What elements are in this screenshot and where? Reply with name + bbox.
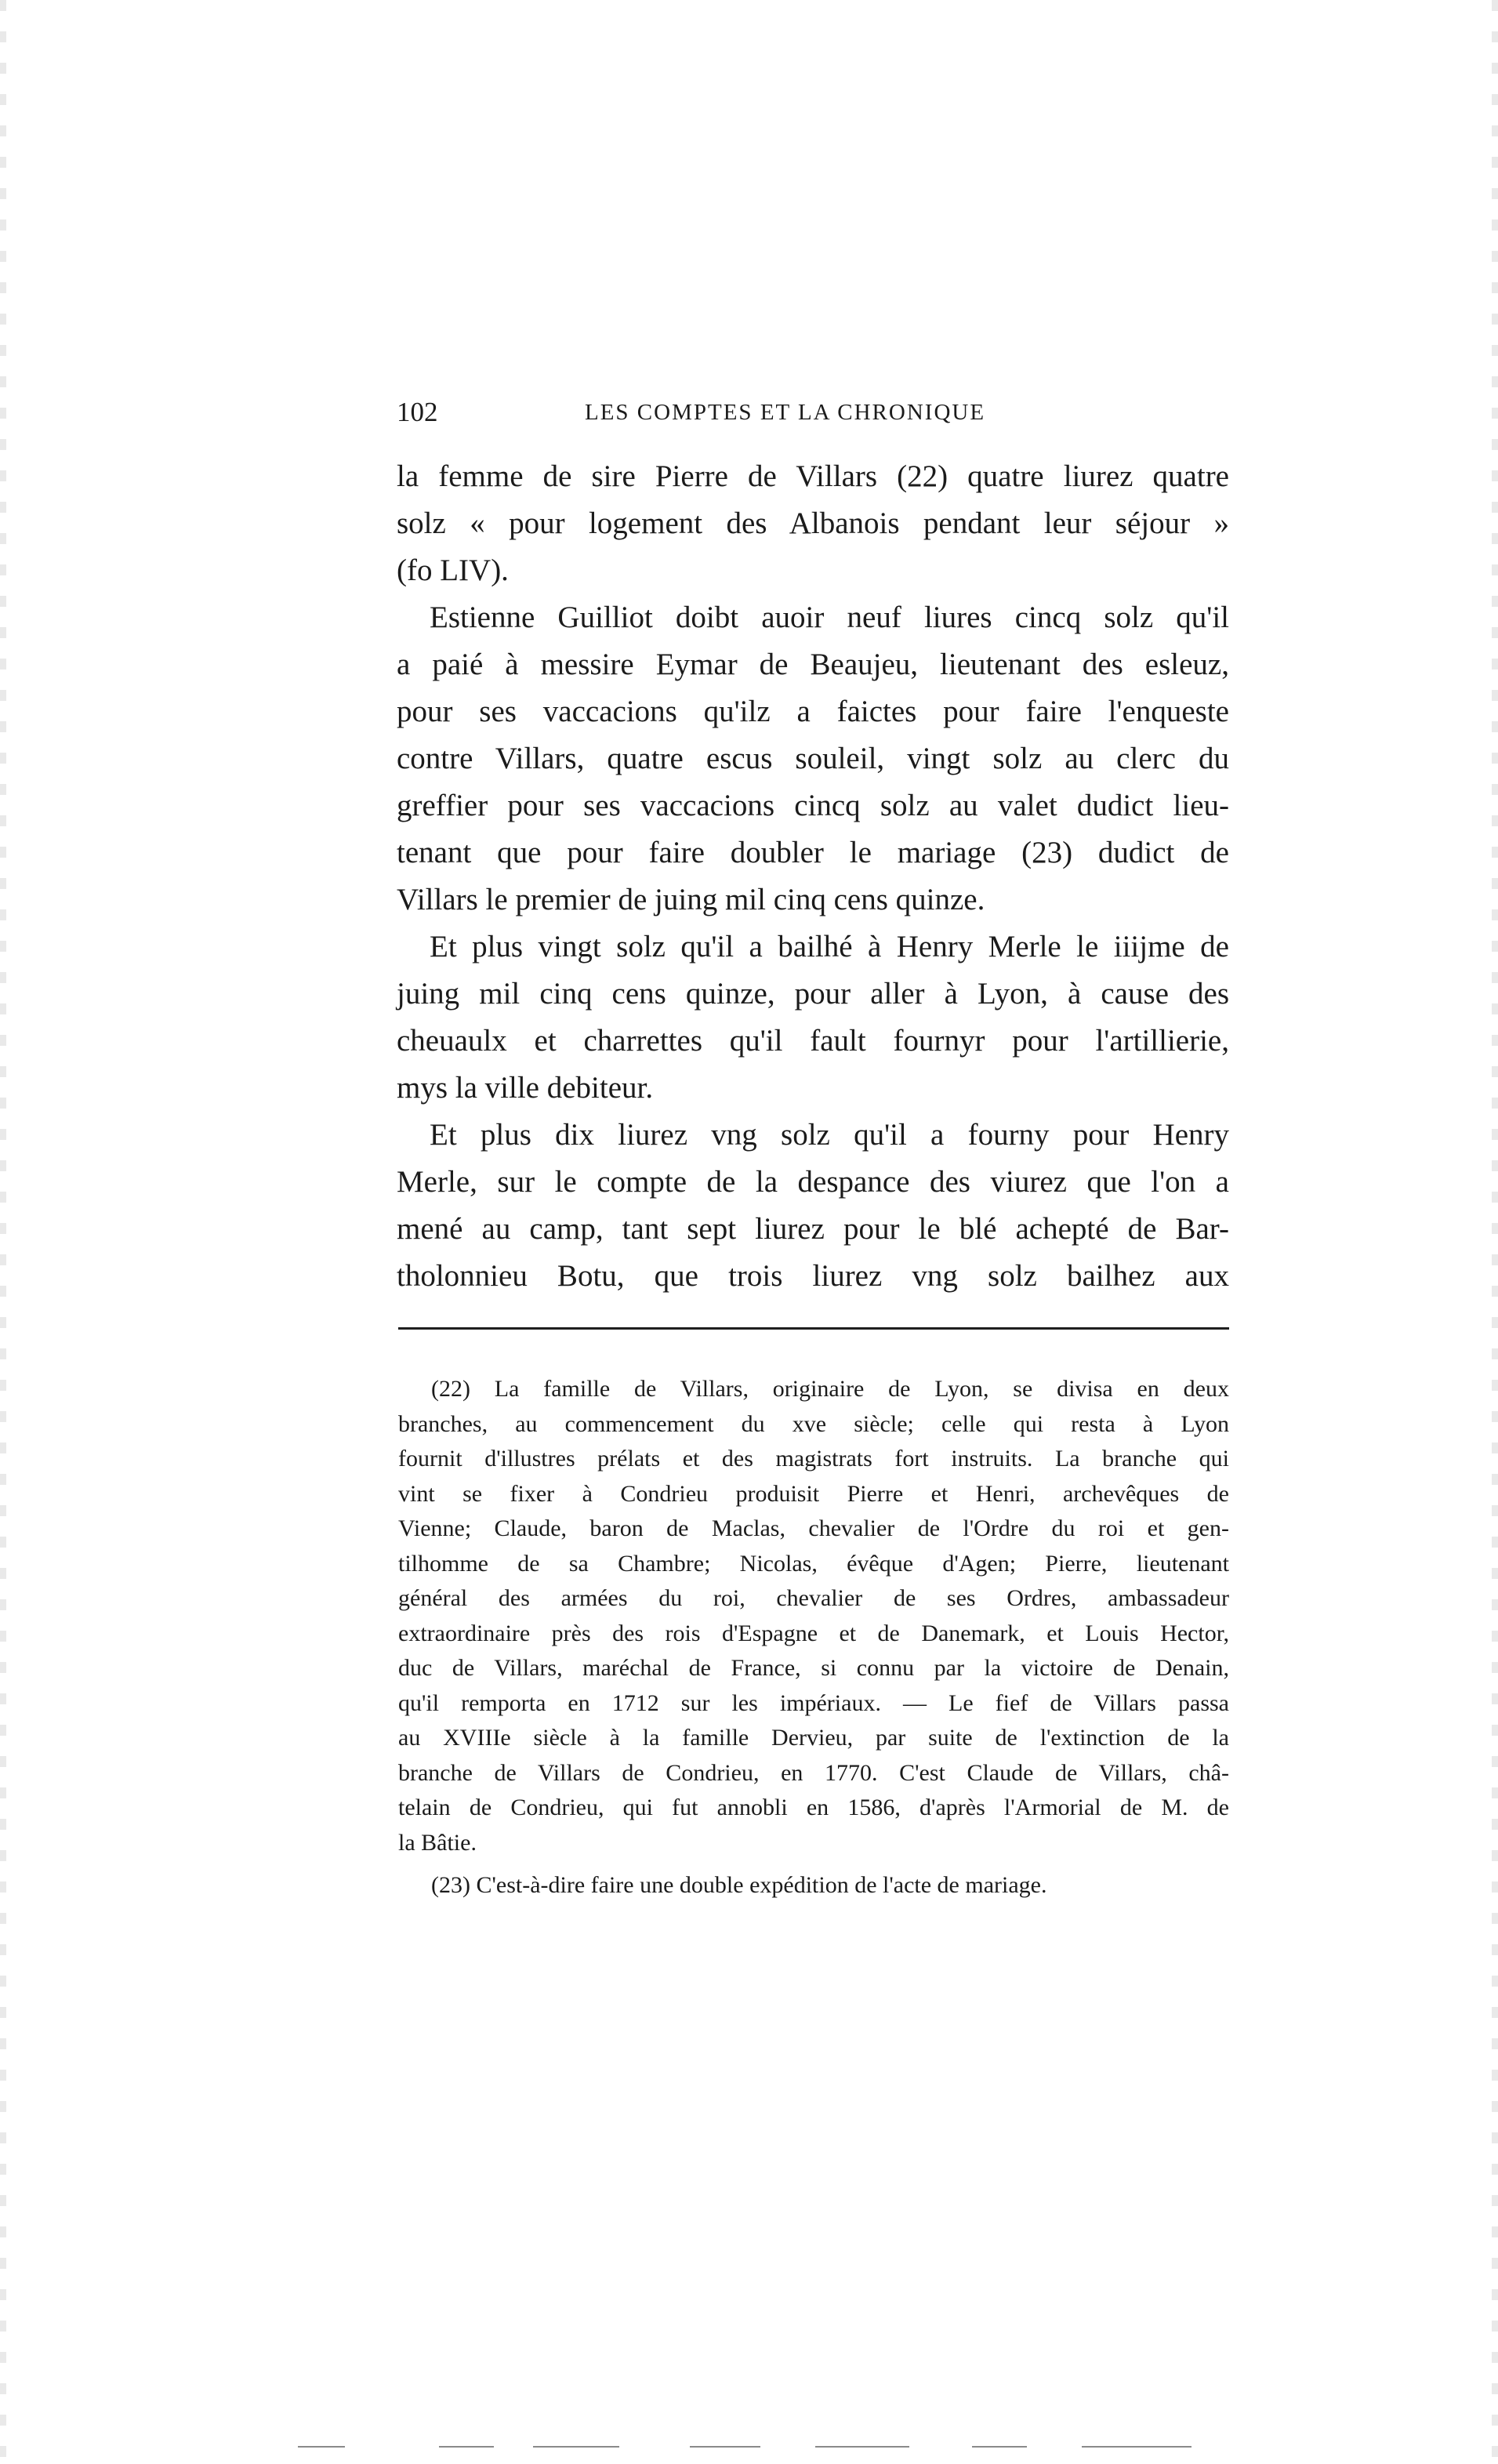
footnote-separator-rule [398, 1327, 1229, 1330]
scan-right-edge [1492, 0, 1498, 2464]
footnote-line: qu'il remporta en 1712 sur les impériaux. — Le fief de Villars passa [398, 1689, 1229, 1716]
scan-left-edge [0, 0, 6, 2464]
paragraph-start-line: Et plus vingt solz qu'il a bailhé à Henry Merle le iiijme de [430, 930, 1229, 963]
footnote-23: (23) C'est-à-dire faire une double expédition de l'acte de mariage. [431, 1872, 1047, 1898]
footnote-line: tilhomme de sa Chambre; Nicolas, évêque d'Agen; Pierre, lieutenant [398, 1550, 1229, 1577]
scan-artifact-dash [972, 2446, 1027, 2448]
text-line: la femme de sire Pierre de Villars (22) quatre liurez quatre [397, 459, 1229, 493]
footnote-line: fournit d'illustres prélats et des magistrats fort instruits. La branche qui [398, 1446, 1229, 1472]
text-line: Merle, sur le compte de la despance des viurez que l'on a [397, 1165, 1229, 1199]
page-number: 102 [397, 397, 438, 427]
text-line: tholonnieu Botu, que trois liurez vng solz bailhez aux [397, 1259, 1229, 1293]
footnotes [398, 1372, 1229, 1903]
scan-artifact-dash [1082, 2446, 1192, 2448]
text-line: tenant que pour faire doubler le mariage (23) dudict de [397, 836, 1229, 869]
footnote-line: telain de Condrieu, qui fut annobli en 1586, d'après l'Armorial de M. de [398, 1794, 1229, 1820]
text-line: cheuaulx et charrettes qu'il fault fournyr pour l'artillierie, [397, 1024, 1229, 1058]
footnote-gap [398, 1860, 1229, 1868]
scan-artifact-dash [815, 2446, 909, 2448]
running-head [397, 397, 1228, 431]
paragraph-start-line: Et plus dix liurez vng solz qu'il a fourny pour Henry [430, 1118, 1229, 1152]
text-line: (fo LIV). [397, 553, 509, 587]
footnote-line: branches, au commencement du xve siècle; celle qui resta à Lyon [398, 1410, 1229, 1437]
text-line: contre Villars, quatre escus souleil, vingt solz au clerc du [397, 742, 1229, 775]
paragraph-start-line: Estienne Guilliot doibt auoir neuf liures cincq solz qu'il [430, 601, 1229, 634]
text-line: mys la ville debiteur. [397, 1071, 654, 1105]
footnote-line: Vienne; Claude, baron de Maclas, chevalier de l'Ordre du roi et gen- [398, 1515, 1229, 1541]
footnote-line: duc de Villars, maréchal de France, si connu par la victoire de Denain, [398, 1655, 1229, 1681]
text-line: solz « pour logement des Albanois pendant leur séjour » [397, 506, 1229, 540]
scan-artifact-dash [533, 2446, 619, 2448]
scan-artifact-dash [439, 2446, 494, 2448]
text-line: mené au camp, tant sept liurez pour le blé achepté de Bar- [397, 1212, 1229, 1246]
text-line: pour ses vaccacions qu'ilz a faictes pour faire l'enqueste [397, 695, 1229, 728]
text-line: a paié à messire Eymar de Beaujeu, lieutenant des esleuz, [397, 648, 1229, 681]
main-text [397, 453, 1229, 1300]
footnote-line: branche de Villars de Condrieu, en 1770. C'est Claude de Villars, châ- [398, 1759, 1229, 1786]
footnote-line: extraordinaire près des rois d'Espagne et de Danemark, et Louis Hector, [398, 1620, 1229, 1646]
text-line: juing mil cinq cens quinze, pour aller à Lyon, à cause des [397, 977, 1229, 1011]
footnote-line: vint se fixer à Condrieu produisit Pierre et Henri, archevêques de [398, 1480, 1229, 1507]
footnote-22-start: (22) La famille de Villars, originaire de Lyon, se divisa en deux [431, 1376, 1229, 1402]
text-line: Villars le premier de juing mil cinq cens quinze. [397, 883, 985, 916]
scan-artifact-dash [298, 2446, 345, 2448]
footnote-line: général des armées du roi, chevalier de ses Ordres, ambassadeur [398, 1585, 1229, 1611]
scan-artifact-dash [690, 2446, 760, 2448]
running-title: LES COMPTES ET LA CHRONIQUE [585, 400, 986, 425]
footnote-line: au XVIIIe siècle à la famille Dervieu, par suite de l'extinction de la [398, 1725, 1229, 1751]
footnote-line: la Bâtie. [398, 1829, 477, 1856]
text-line: greffier pour ses vaccacions cincq solz au valet dudict lieu- [397, 789, 1229, 822]
